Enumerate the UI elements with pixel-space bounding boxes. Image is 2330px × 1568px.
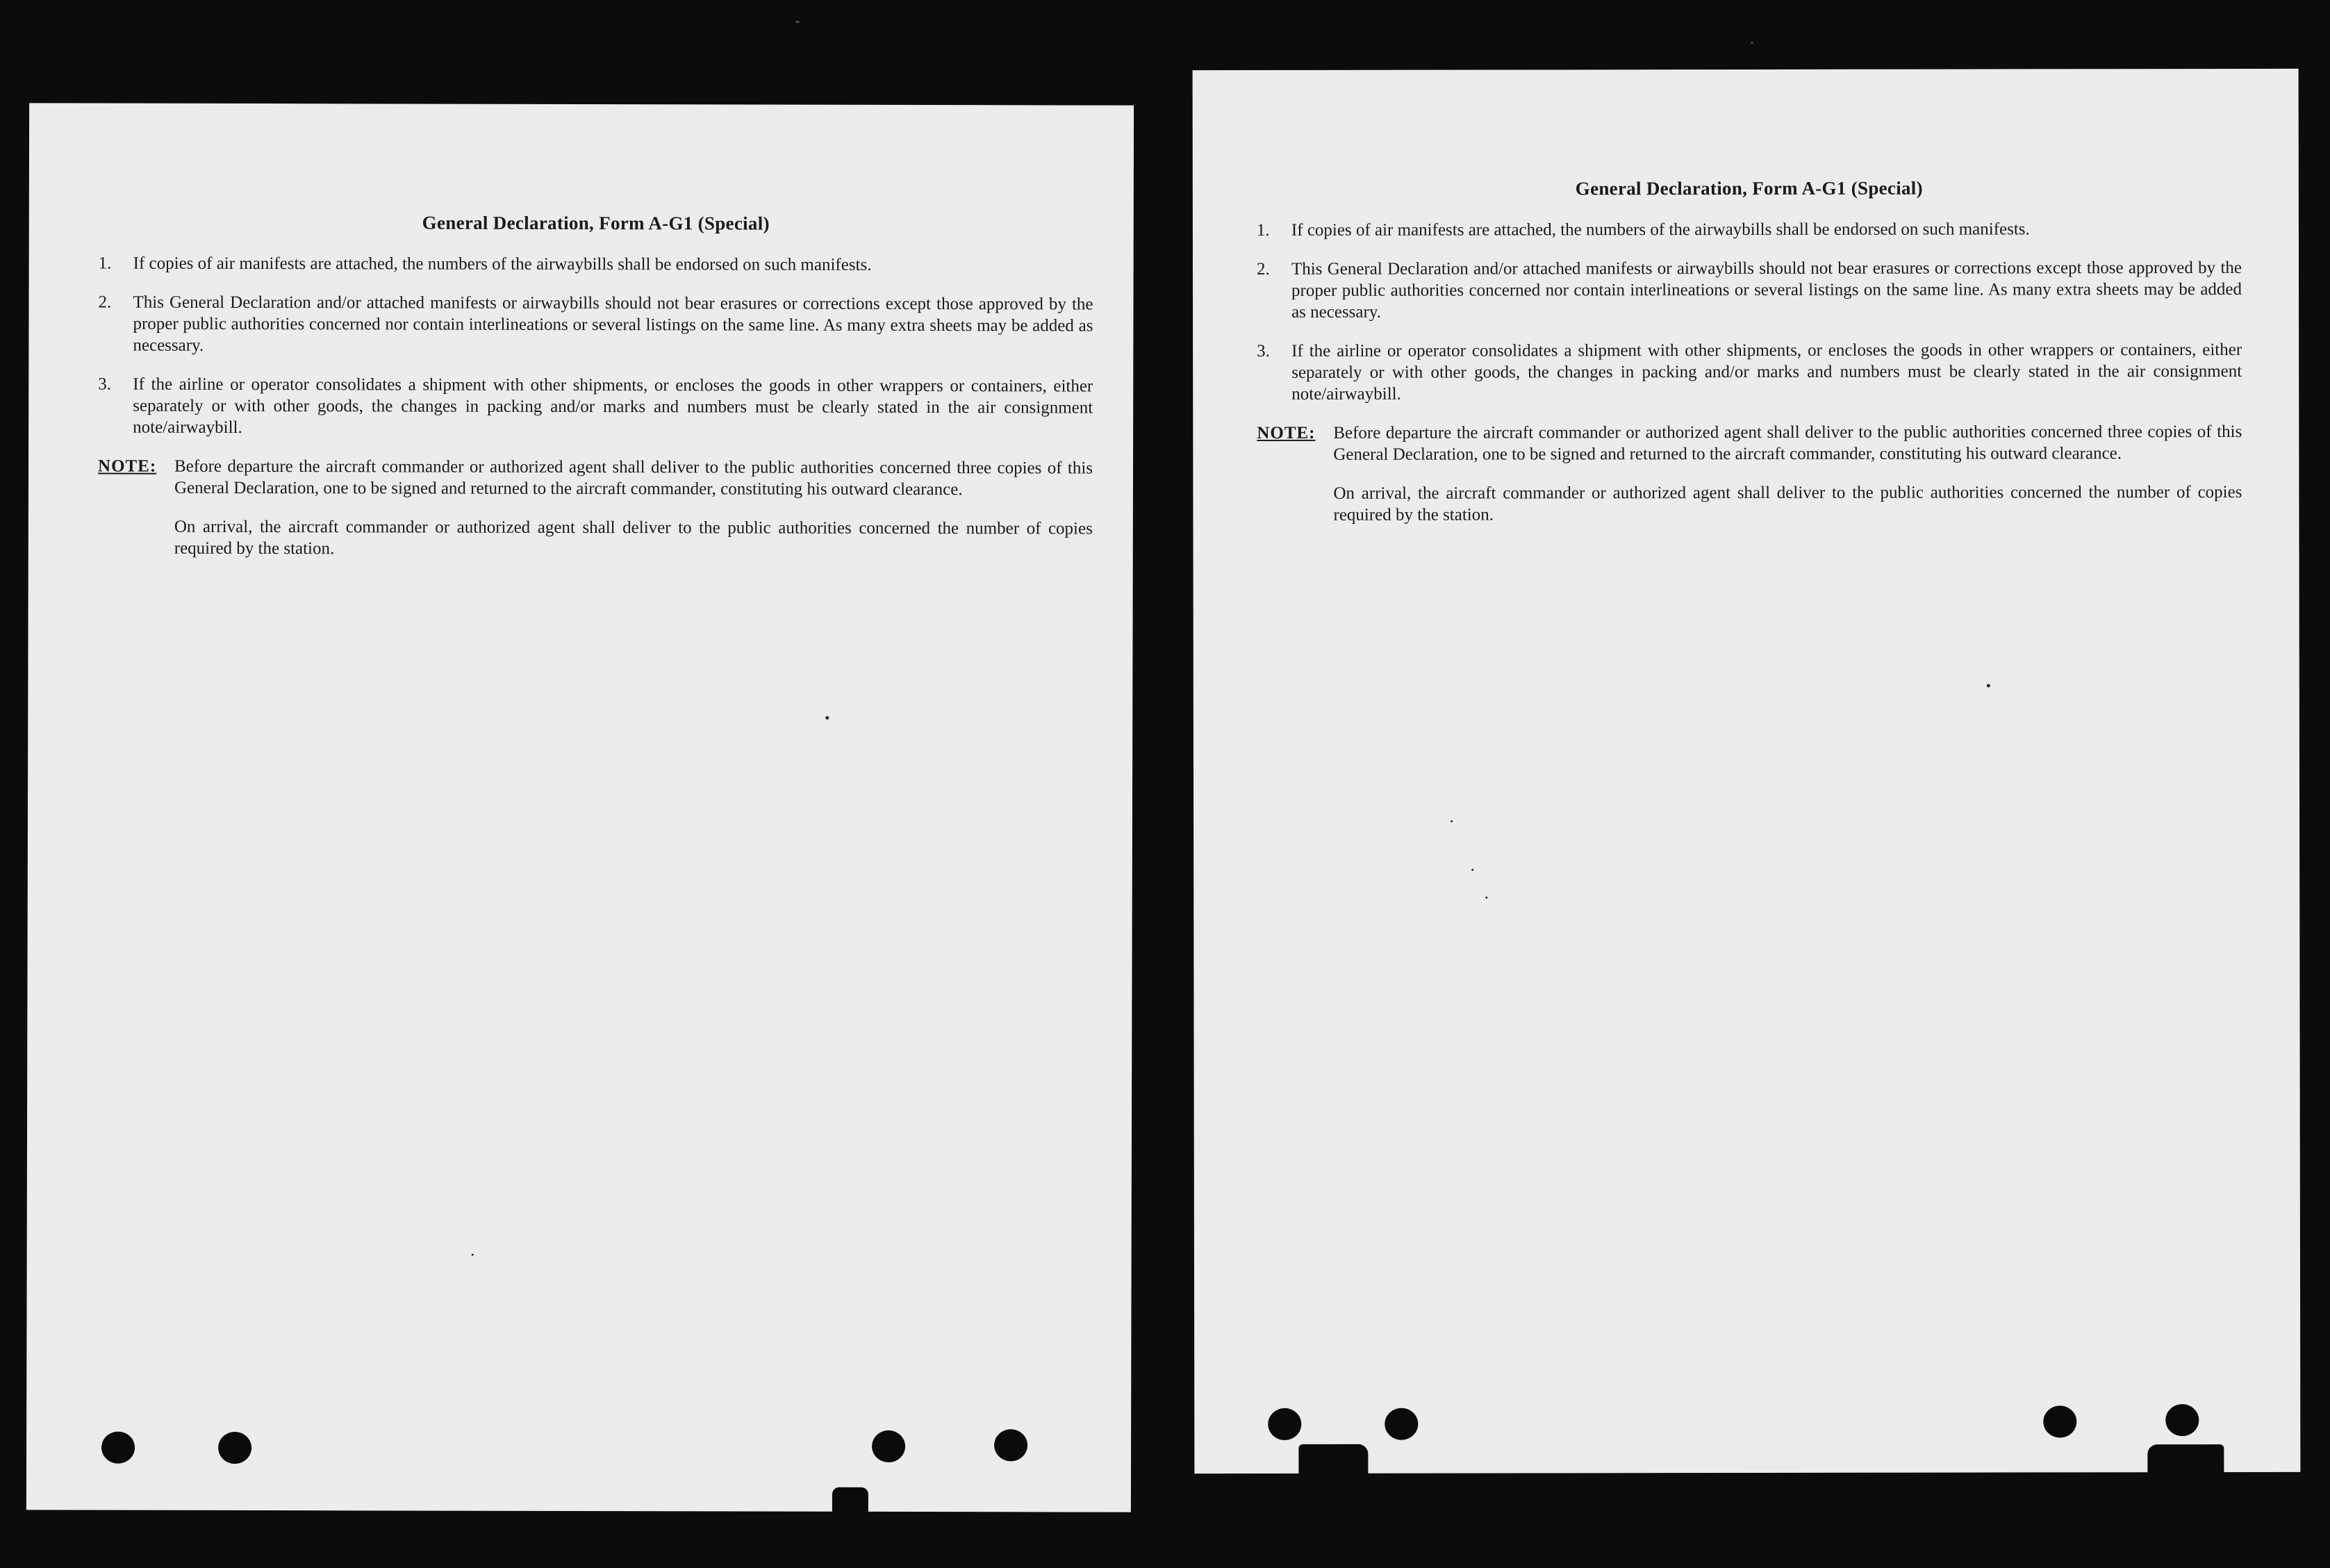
- declaration-instructions: [1257, 177, 2242, 543]
- document-page-right: [1193, 69, 2301, 1474]
- note-paragraph-arrival: On arrival, the aircraft commander or authorized agent shall deliver to the public authorities concerned the number of copies required by the station.: [1333, 483, 2242, 525]
- paper-speck: [1485, 897, 1487, 899]
- instruction-list: [1257, 218, 2242, 405]
- item-text: If the airline or operator consolidates a shipment with other shipments, or encloses the goods in other wrappers or containers, either separately or with other goods, the changes in packing and/or marks and numbers must be clearly stated in the air consignment note/airwaybill.: [1291, 340, 2242, 404]
- document-title: General Declaration, Form A-G1 (Special): [1575, 177, 1923, 199]
- item-number: 1.: [98, 254, 112, 273]
- instruction-item: [98, 374, 1093, 440]
- instruction-item: [1257, 218, 2242, 241]
- note-label: NOTE:: [97, 456, 157, 476]
- item-text: This General Declaration and/or attached manifests or airwaybills should not bear erasures or corrections except those approved by the proper public authorities concerned nor contain interlineations or several listings on the same line. As many extra sheets may be added as necessary.: [133, 292, 1093, 355]
- paper-speck: [472, 1254, 474, 1256]
- paper-tear: [832, 1487, 868, 1515]
- instruction-item: [99, 253, 1093, 277]
- paper-speck: [825, 716, 829, 720]
- item-number: 1.: [1256, 220, 1270, 240]
- note-body: [1333, 421, 2242, 543]
- punch-hole: [218, 1432, 251, 1464]
- item-number: 2.: [98, 292, 112, 312]
- paper-speck: [1987, 684, 1990, 688]
- document-page-left: [26, 103, 1134, 1512]
- note-section: [98, 456, 1093, 579]
- note-section: [1257, 421, 2242, 543]
- paper-tear: [2147, 1444, 2224, 1474]
- document-title: General Declaration, Form A-G1 (Special): [422, 212, 770, 234]
- note-label: NOTE:: [1257, 423, 1316, 443]
- instruction-item: [98, 292, 1093, 358]
- item-text: This General Declaration and/or attached manifests or airwaybills should not bear erasures or corrections except those approved by the proper public authorities concerned nor contain interlineations or several listings on the same line. As many extra sheets may be added as necessary.: [1291, 258, 2242, 322]
- item-number: 2.: [1256, 259, 1270, 279]
- scan-speck: [1751, 42, 1753, 44]
- paper-tear: [1298, 1444, 1368, 1475]
- punch-hole: [2043, 1405, 2076, 1437]
- instruction-list: [98, 253, 1093, 440]
- item-text: If copies of air manifests are attached, the numbers of the airwaybills shall be endorsed on such manifests.: [133, 254, 872, 274]
- item-number: 3.: [1257, 341, 1270, 361]
- note-paragraph-arrival: On arrival, the aircraft commander or authorized agent shall deliver to the public authorities concerned the number of copies required by the station.: [174, 517, 1093, 559]
- paper-speck: [1451, 820, 1453, 823]
- note-paragraph-departure: Before departure the aircraft commander or authorized agent shall deliver to the public authorities concerned three copies of this General Declaration, one to be signed and returned to the aircraft commander, constituting his outward clearance.: [174, 456, 1093, 500]
- note-paragraph-departure: Before departure the aircraft commander or authorized agent shall deliver to the public authorities concerned three copies of this General Declaration, one to be signed and returned to the aircraft commander, constituting his outward clearance.: [1333, 422, 2242, 464]
- declaration-instructions: [98, 212, 1093, 579]
- note-body: [174, 456, 1093, 579]
- paper-speck: [1471, 869, 1473, 871]
- punch-hole: [1268, 1408, 1301, 1440]
- punch-hole: [1385, 1408, 1418, 1440]
- scan-speck: [795, 21, 800, 23]
- punch-hole: [994, 1429, 1027, 1461]
- item-text: If copies of air manifests are attached, the numbers of the airwaybills shall be endorsed on such manifests.: [1291, 220, 2030, 240]
- punch-hole: [2165, 1404, 2199, 1436]
- item-number: 3.: [98, 374, 112, 394]
- instruction-item: [1257, 339, 2242, 405]
- punch-hole: [101, 1432, 135, 1464]
- punch-hole: [872, 1430, 905, 1462]
- item-text: If the airline or operator consolidates a shipment with other shipments, or encloses the goods in other wrappers or containers, either separately or with other goods, the changes in packing and/or marks and numbers must be clearly stated in the air consignment note/airwaybill.: [133, 374, 1093, 437]
- instruction-item: [1257, 257, 2242, 323]
